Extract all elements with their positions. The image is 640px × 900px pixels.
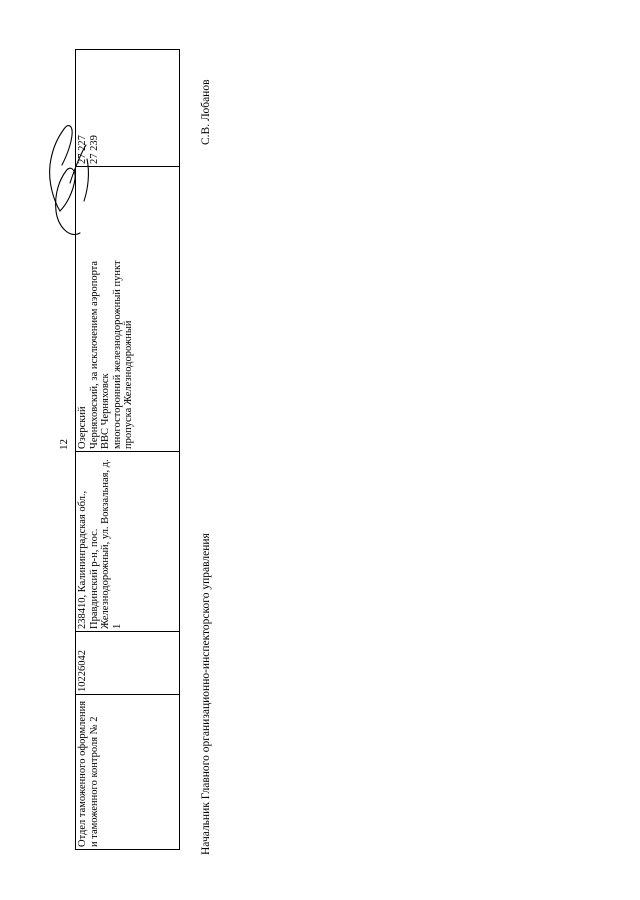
rotated-table-container <box>75 75 180 850</box>
cell-unit-address: 238410, Калининградская обл., Правдинский р-н, пос. Железнодорожный, ул. Вокзальная, д. 1 <box>76 452 180 632</box>
region-line: пропуска Железнодорожный <box>123 320 134 449</box>
phone-number: 27 239 <box>88 135 100 164</box>
registry-table-wrapper <box>75 75 180 850</box>
cell-unit-code: 10226042 <box>76 632 180 695</box>
signer-name: С.В. Лобанов <box>200 79 212 145</box>
cell-region-of-activity <box>76 167 180 452</box>
region-line: ВВС Черняховск <box>100 373 111 449</box>
registry-table <box>75 49 180 850</box>
page-number: 12 <box>58 439 70 450</box>
region-line: Черняховский, за исключением аэропорта <box>88 260 100 449</box>
phone-number: 27 227 <box>77 135 88 164</box>
cell-unit-name: Отдел таможенного оформления и таможенного контроля № 2 <box>76 695 180 850</box>
region-line: Озерский <box>77 406 88 449</box>
table-row <box>76 50 180 850</box>
cell-phone-numbers <box>76 50 180 167</box>
signer-position-title: Начальник Главного организационно-инспекторского управления <box>200 533 212 855</box>
region-line: многосторонний железнодорожный пункт <box>111 260 123 449</box>
